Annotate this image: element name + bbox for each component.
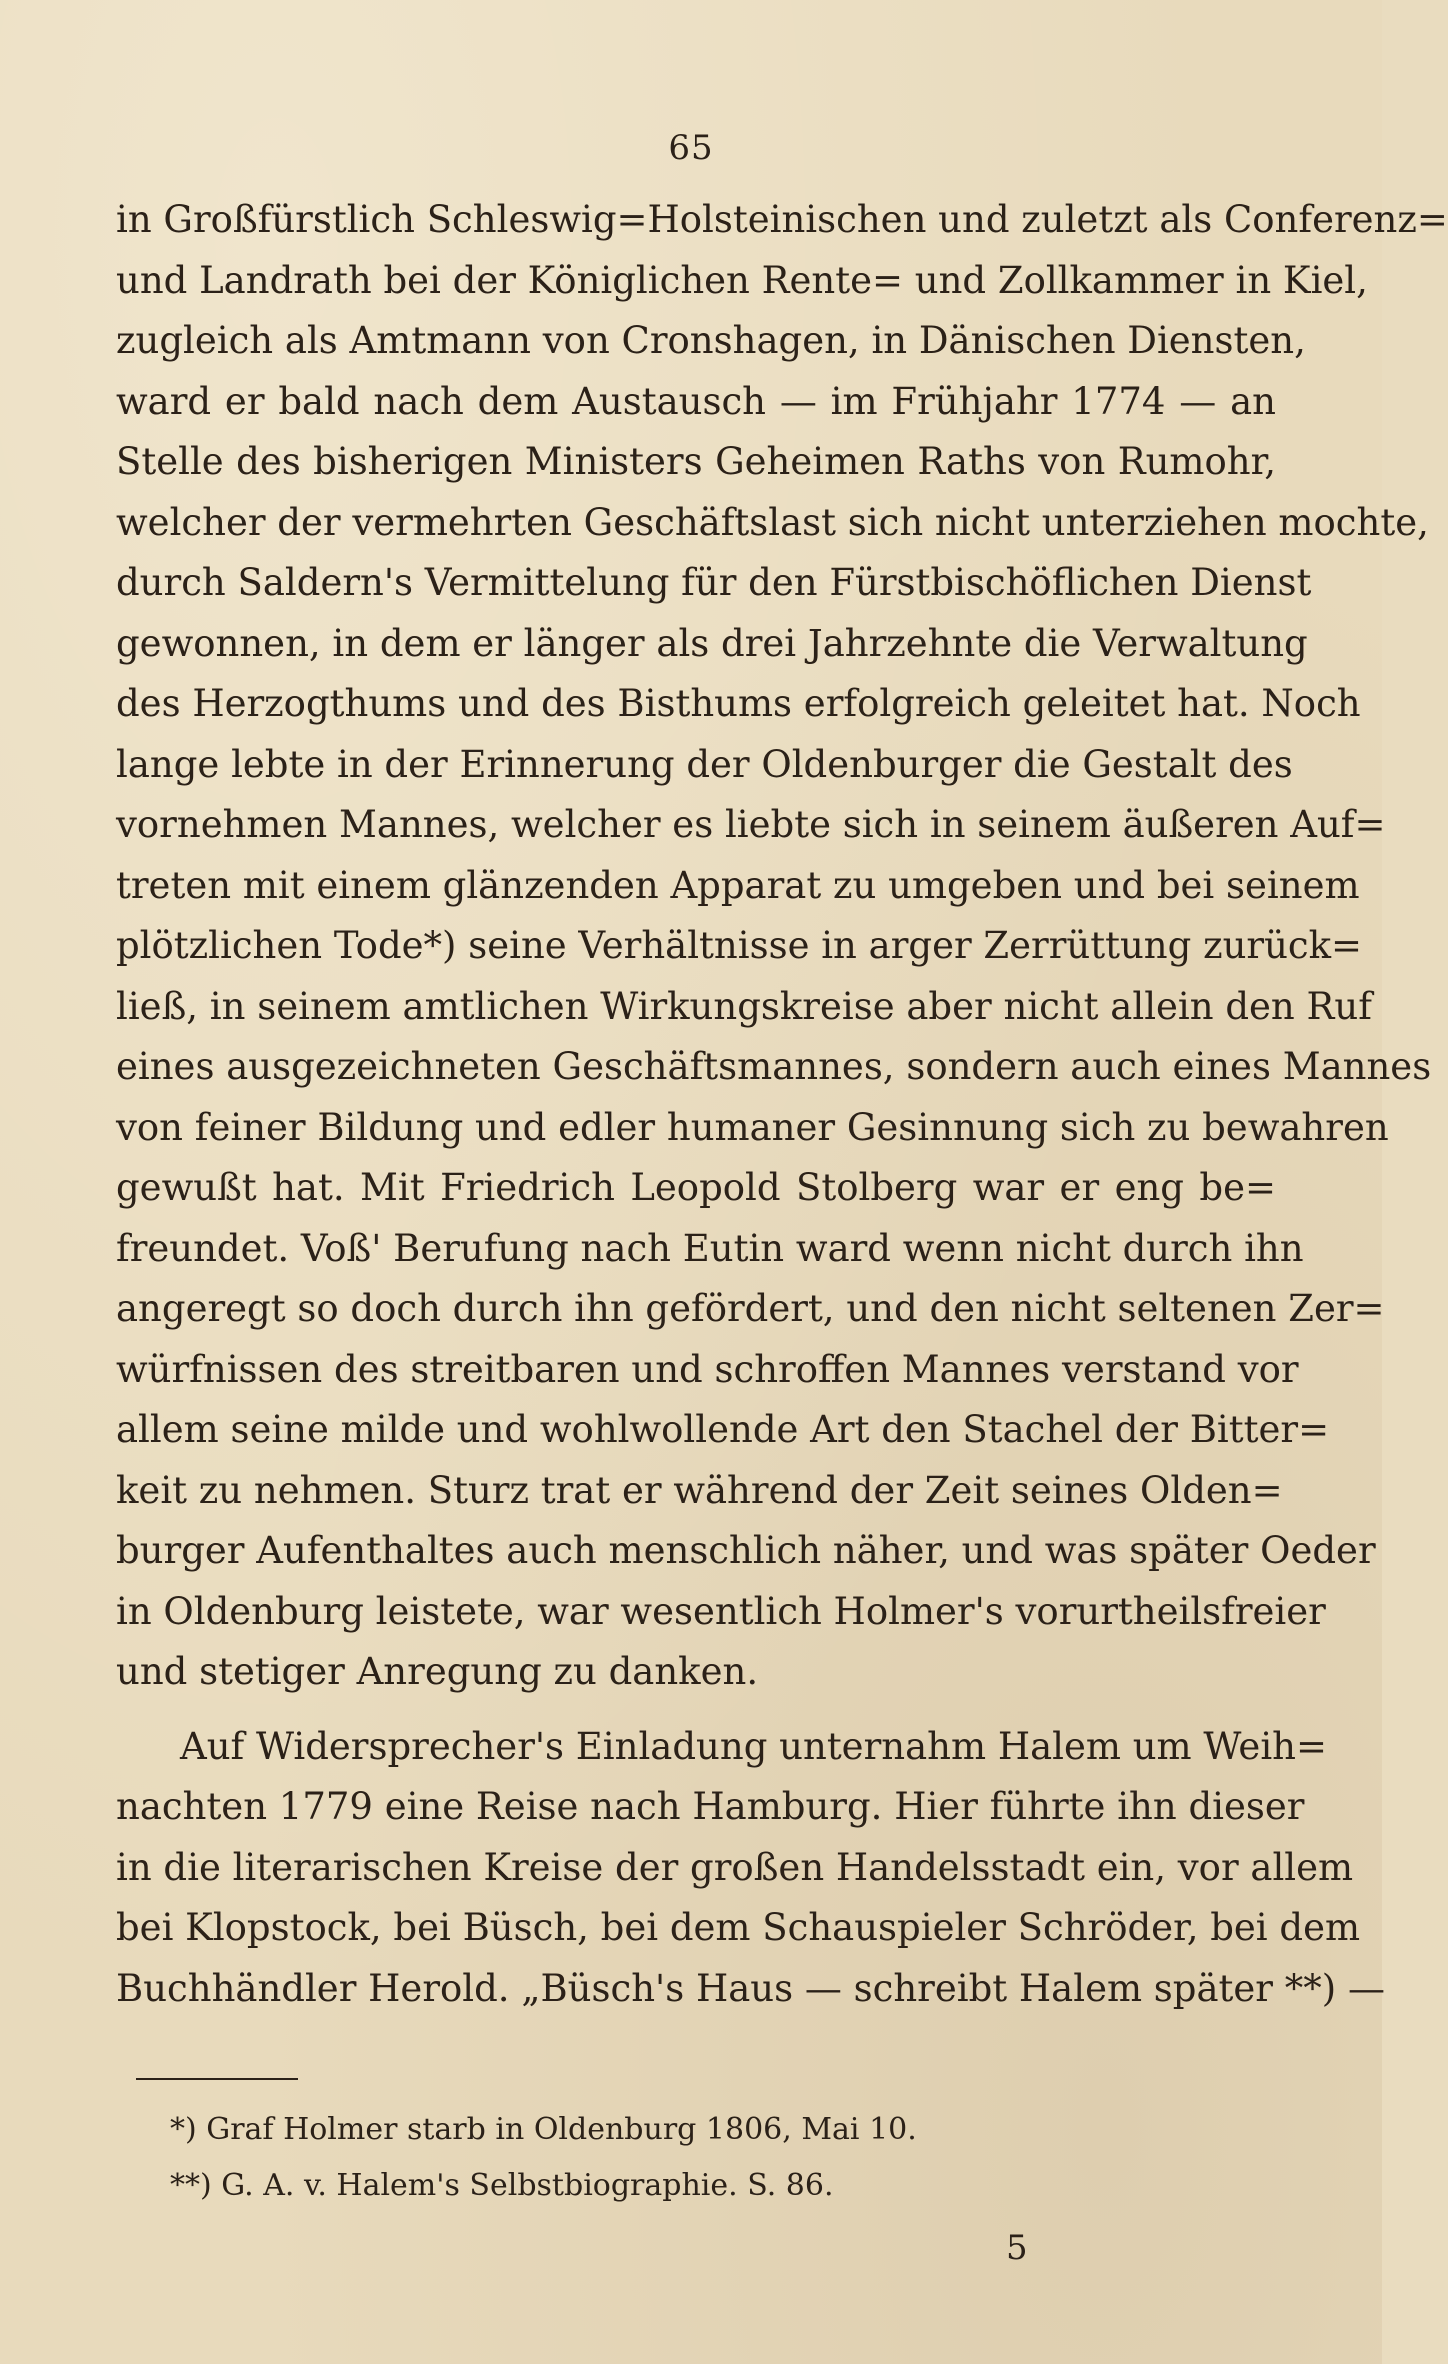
text-line: bei Klopstock, bei Büsch, bei dem Schauspieler Schröder, bei dem (116, 1906, 1361, 1949)
paragraph-holmer (116, 190, 1448, 1703)
text-line: und stetiger Anregung zu danken. (116, 1650, 759, 1693)
text-line: plötzlichen Tode*) seine Verhältnisse in arger Zerrüttung zurück= (116, 924, 1363, 967)
main-text (116, 190, 1448, 2019)
text-line: burger Aufenthaltes auch menschlich näher, und was später Oeder (116, 1529, 1376, 1572)
paragraph-gap (116, 1703, 1276, 1717)
text-line: vornehmen Mannes, welcher es liebte sich in seinem äußeren Auf= (116, 803, 1386, 846)
paragraph-halem-journey (116, 1717, 1385, 2020)
text-line: gewußt hat. Mit Friedrich Leopold Stolberg war er eng be= (116, 1166, 1276, 1209)
text-line: und Landrath bei der Königlichen Rente= und Zollkammer in Kiel, (116, 258, 1368, 302)
text-line: durch Saldern's Vermittelung für den Fürstbischöflichen Dienst (116, 561, 1312, 604)
text-line: ließ, in seinem amtlichen Wirkungskreise aber nicht allein den Ruf (116, 984, 1372, 1028)
text-line: ward er bald nach dem Austausch — im Frühjahr 1774 — an (116, 379, 1276, 423)
text-line: zugleich als Amtmann von Cronshagen, in Dänischen Diensten, (116, 319, 1306, 362)
text-line: freundet. Voß' Berufung nach Eutin ward wenn nicht durch ihn (116, 1226, 1304, 1270)
text-line: treten mit einem glänzenden Apparat zu umgeben und bei seinem (116, 863, 1360, 907)
text-line: von feiner Bildung und edler humaner Gesinnung sich zu bewahren (116, 1105, 1389, 1149)
page-number: 65 (668, 128, 714, 168)
footnote-1: *) Graf Holmer starb in Oldenburg 1806, Mai 10. (170, 2112, 917, 2147)
text-line: würfnissen des streitbaren und schroffen Mannes verstand vor (116, 1347, 1299, 1391)
text-line: gewonnen, in dem er länger als drei Jahrzehnte die Verwaltung (116, 621, 1308, 665)
text-line: des Herzogthums und des Bisthums erfolgreich geleitet hat. Noch (116, 682, 1361, 725)
footnote-divider (136, 2078, 298, 2080)
text-line: allem seine milde und wohlwollende Art den Stachel der Bitter= (116, 1408, 1330, 1451)
text-line: keit zu nehmen. Sturz trat er während der Zeit seines Olden= (116, 1468, 1283, 1512)
footnotes (170, 2102, 1070, 2214)
text-line: nachten 1779 eine Reise nach Hamburg. Hier führte ihn dieser (116, 1785, 1305, 1828)
signature-mark: 5 (1006, 2228, 1028, 2268)
text-line: in Großfürstlich Schleswig=Holsteinischen und zuletzt als Conferenz= (116, 198, 1448, 241)
text-line: Stelle des bisherigen Ministers Geheimen Raths von Rumohr, (116, 440, 1276, 483)
text-line: Auf Widersprecher's Einladung unternahm Halem um Weih= (180, 1724, 1327, 1768)
text-line: in die literarischen Kreise der großen Handelsstadt ein, vor allem (116, 1845, 1354, 1889)
text-line: angeregt so doch durch ihn gefördert, und den nicht seltenen Zer= (116, 1287, 1385, 1330)
text-line: in Oldenburg leistete, war wesentlich Holmer's vorurtheilsfreier (116, 1589, 1326, 1633)
text-line: lange lebte in der Erinnerung der Oldenburger die Gestalt des (116, 742, 1293, 786)
text-line: welcher der vermehrten Geschäftslast sich nicht unterziehen mochte, (116, 500, 1429, 544)
text-line: eines ausgezeichneten Geschäftsmannes, sondern auch eines Mannes (116, 1045, 1432, 1088)
text-line: Buchhändler Herold. „Büsch's Haus — schreibt Halem später **) — (116, 1966, 1385, 2010)
footnote-2: **) G. A. v. Halem's Selbstbiographie. S. 86. (170, 2168, 834, 2203)
